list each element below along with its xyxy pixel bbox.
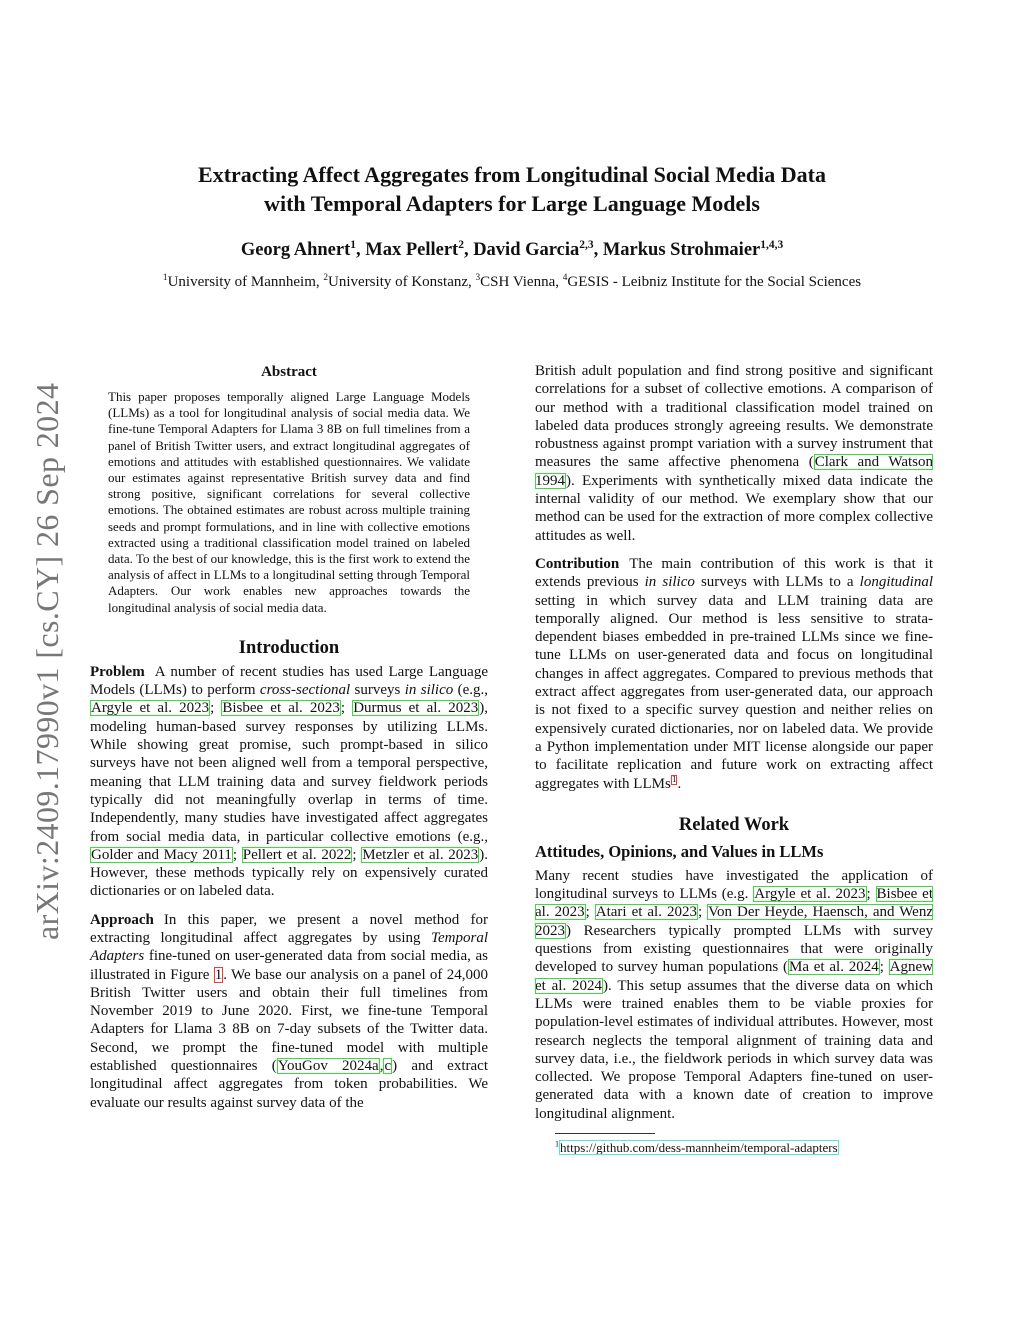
text-run: ; [585,904,595,921]
contribution-paragraph [535,555,933,793]
citation-link[interactable]: Pellert et al. 2022 [242,846,352,863]
text-run: ) and extract longitudinal affect aggregates from token probabilities. We evaluate our results against survey data of the [90,1058,488,1111]
approach-run-in: Approach [90,911,154,928]
text-run: ). Experiments with synthetically mixed data indicate the internal validity of our method. We exemplary show that our method can be used for the extraction of more complex collective attitudes as well. [535,472,933,544]
affil-name: University of Mannheim [167,274,316,290]
author-sup: 1,4,3 [760,238,784,251]
affil-name: GESIS - Leibniz Institute for the Social Sciences [567,274,862,290]
author-name: Georg Ahnert [240,240,351,260]
affil-sup: 2 [323,273,329,283]
citation-link[interactable]: Von Der Heyde, Haensch, and Wenz 2023 [535,904,933,939]
citation-link[interactable]: Durmus et al. 2023 [353,700,479,717]
title-line-2: with Temporal Adapters for Large Language Models [264,191,760,216]
affil-sup: 1 [162,273,168,283]
text-run: ; [210,700,222,717]
author-sup: 2 [458,238,464,251]
text-run: . [677,775,682,792]
right-column [535,362,933,1156]
citation-link[interactable]: Atari et al. 2023 [595,904,697,921]
footnote-mark: 1 [555,1139,560,1149]
text-run: ). However, these methods typically rely on expensively curated dictionaries or on labeled data. [90,846,488,900]
italic-run: in silico [404,682,454,699]
citation-link[interactable]: Agnew et al. 2024 [535,959,933,994]
footnote-divider [555,1133,655,1134]
text-run: (e.g., [453,682,489,699]
text-run: British adult population and find strong positive and significant correlations for a subset of collective emotions. A comparison of our method with a traditional classification model trained on labeled data produces strongly agreeing results. We demonstrate robustness against prompt variation with a survey instrument that measures the same affective phenomena ( [535,363,933,471]
text-run: ; [340,700,353,717]
citation-link[interactable]: Bisbee et al. 2023 [535,886,933,921]
footnote [535,1140,933,1156]
text-run: ; [697,904,708,921]
footnote-url-link[interactable]: https://github.com/dess-mannheim/temporal-adapters [560,1139,838,1155]
text-run: surveys [350,682,405,699]
citation-link[interactable]: Argyle et al. 2023 [754,886,866,903]
subsection-heading: Attitudes, Opinions, and Values in LLMs [535,841,824,861]
citation-link[interactable]: Metzler et al. 2023 [362,846,479,863]
author-name: David Garcia [473,240,580,260]
author-sup: 1 [350,238,356,251]
affil-sup: 4 [562,273,568,283]
title-line-1: Extracting Affect Aggregates from Longitudinal Social Media Data [198,162,826,187]
text-run: In this paper, we present a novel method for extracting longitudinal affect aggregates by using [90,911,488,946]
related-paragraph [535,867,933,1123]
arxiv-side-stamp: arXiv:2409.17990v1 [cs.CY] 26 Sep 2024 [29,382,65,940]
abstract-text: This paper proposes temporally aligned Large Language Models (LLMs) as a tool for longitudinal analysis of social media data. We fine-tune Temporal Adapters for Llama 3 8B on full timelines from a panel of British Twitter users, and extract longitudinal aggregates of emotions and attitudes with established questionnaires. We validate our estimates against representative British survey data and find strong positive, significant correlations for several collective emotions. The obtained estimates are robust across multiple training seeds and prompt formulations, and in line with collective emotions extracted using a traditional classification model trained on labeled data. To the best of our knowledge, this is the first work to extend the analysis of affect in LLMs to a longitudinal setting through Temporal Adapters. Our work enables new approaches towards the longitudinal analysis of social media data. [108,389,470,615]
italic-run: in silico [644,574,695,591]
citation-link[interactable]: Ma et al. 2024 [789,959,879,976]
problem-run-in: Problem [90,663,145,680]
text-run: ; [352,846,362,863]
text-run: ) Researchers typically prompted LLMs with survey questions from existing questionnaires that were originally developed to survey human populations ( [535,922,933,976]
figure-ref-link[interactable]: 1 [214,966,223,983]
italic-run: cross-sectional [259,682,351,699]
continued-paragraph [535,362,933,545]
text-run: setting in which survey data and LLM training data are temporally aligned. Our method is less sensitive to strata-dependent biases embedded in pre-trained LLMs since we fine-tune LLMs on user-generated data and focus on longitudinal changes in affect aggregates. Compared to previous methods that extract affect aggregates from user-generated data, our approach is not fixed to a specific survey question and neither relies on expensively curated dictionaries, nor on labeled data. We provide a Python implementation under MIT license alongside our paper to facilitate replication and future work on extracting affect aggregates with LLMs [535,592,933,792]
affiliations: $^1$University of Mannheim, $^2$University of Konstanz, $^3$CSH Vienna, $^4$GESIS - Leibniz Institute for the Social Sciences [162,273,862,290]
problem-paragraph [90,663,488,901]
affil-name: CSH Vienna [480,274,556,290]
text-run: A number of recent studies has used Large Language Models (LLMs) to perform [90,663,488,699]
text-run: . We base our analysis on a panel of 24,000 British Twitter users and obtain their full timelines from November 2019 to June 2020. First, we fine-tune Temporal Adapters for Llama 3 8B on 7-day subsets of the Twitter data. Second, we prompt the fine-tuned model with multiple established questionnaires ( [90,966,488,1075]
abstract-heading: Abstract [261,364,317,380]
citation-link[interactable]: Argyle et al. 2023 [91,700,210,717]
affil-sup: 3 [475,273,481,283]
citation-link[interactable]: Bisbee et al. 2023 [222,700,340,717]
italic-run: longitudinal [859,574,934,591]
text-run: fine-tuned on user-generated data from social media, as illustrated in Figure [90,948,488,983]
left-column [90,362,488,1112]
citation-link[interactable]: c [384,1058,392,1075]
contribution-run-in: Contribution [535,555,620,572]
text-run: Many recent studies have investigated the application of longitudinal surveys to LLMs (e.g. [535,867,933,903]
affil-name: University of Konstanz [328,274,469,290]
paper-title [90,160,934,218]
text-run: surveys with LLMs to a [694,574,860,591]
footnote-ref-link[interactable]: 1 [671,774,677,785]
italic-run: Temporal Adapters [90,930,488,965]
author-sup: 2,3 [579,238,594,251]
citation-link[interactable]: Clark and Watson 1994 [535,454,933,489]
related-work-heading: Related Work [678,814,790,835]
text-run: , [379,1058,384,1075]
text-run: ; [232,846,242,863]
approach-paragraph [90,911,488,1112]
citation-link[interactable]: Golder and Macy 2011 [91,846,232,863]
author-name: Markus Strohmaier [602,240,761,260]
author-list: Georg Ahnert$^1$, Max Pellert$^2$, David Garcia$^{2,3}$, Markus Strohmaier$^{1,4,3}$ [240,238,784,260]
text-run: ). This setup assumes that the diverse data on which LLMs were trained enables them to be viable proxies for population-level estimates of individual attributes. However, most research neglects the temporal alignment of training data and survey data, i.e., the fieldwork periods in which survey data was collected. We propose Temporal Adapters fine-tuned on user-generated data with a known date of creation to improve longitudinal alignment. [535,977,933,1122]
text-run: The main contribution of this work is that it extends previous [535,555,933,591]
introduction-heading: Introduction [238,637,340,658]
text-run: ; [866,886,876,903]
text-run: ; [879,959,889,976]
citation-link[interactable]: YouGov 2024a [277,1058,379,1075]
text-run: ), modeling human-based survey responses by utilizing LLMs. While showing great promise, such prompt-based in silico surveys have not been aligned well from a temporal perspective, meaning that LLM training data and survey fieldwork periods typically did not meaningfully overlap in terms of time. Independently, many studies have investigated affect aggregates from social media data, in particular collective emotions (e.g., [90,700,488,845]
author-name: Max Pellert [365,240,459,260]
